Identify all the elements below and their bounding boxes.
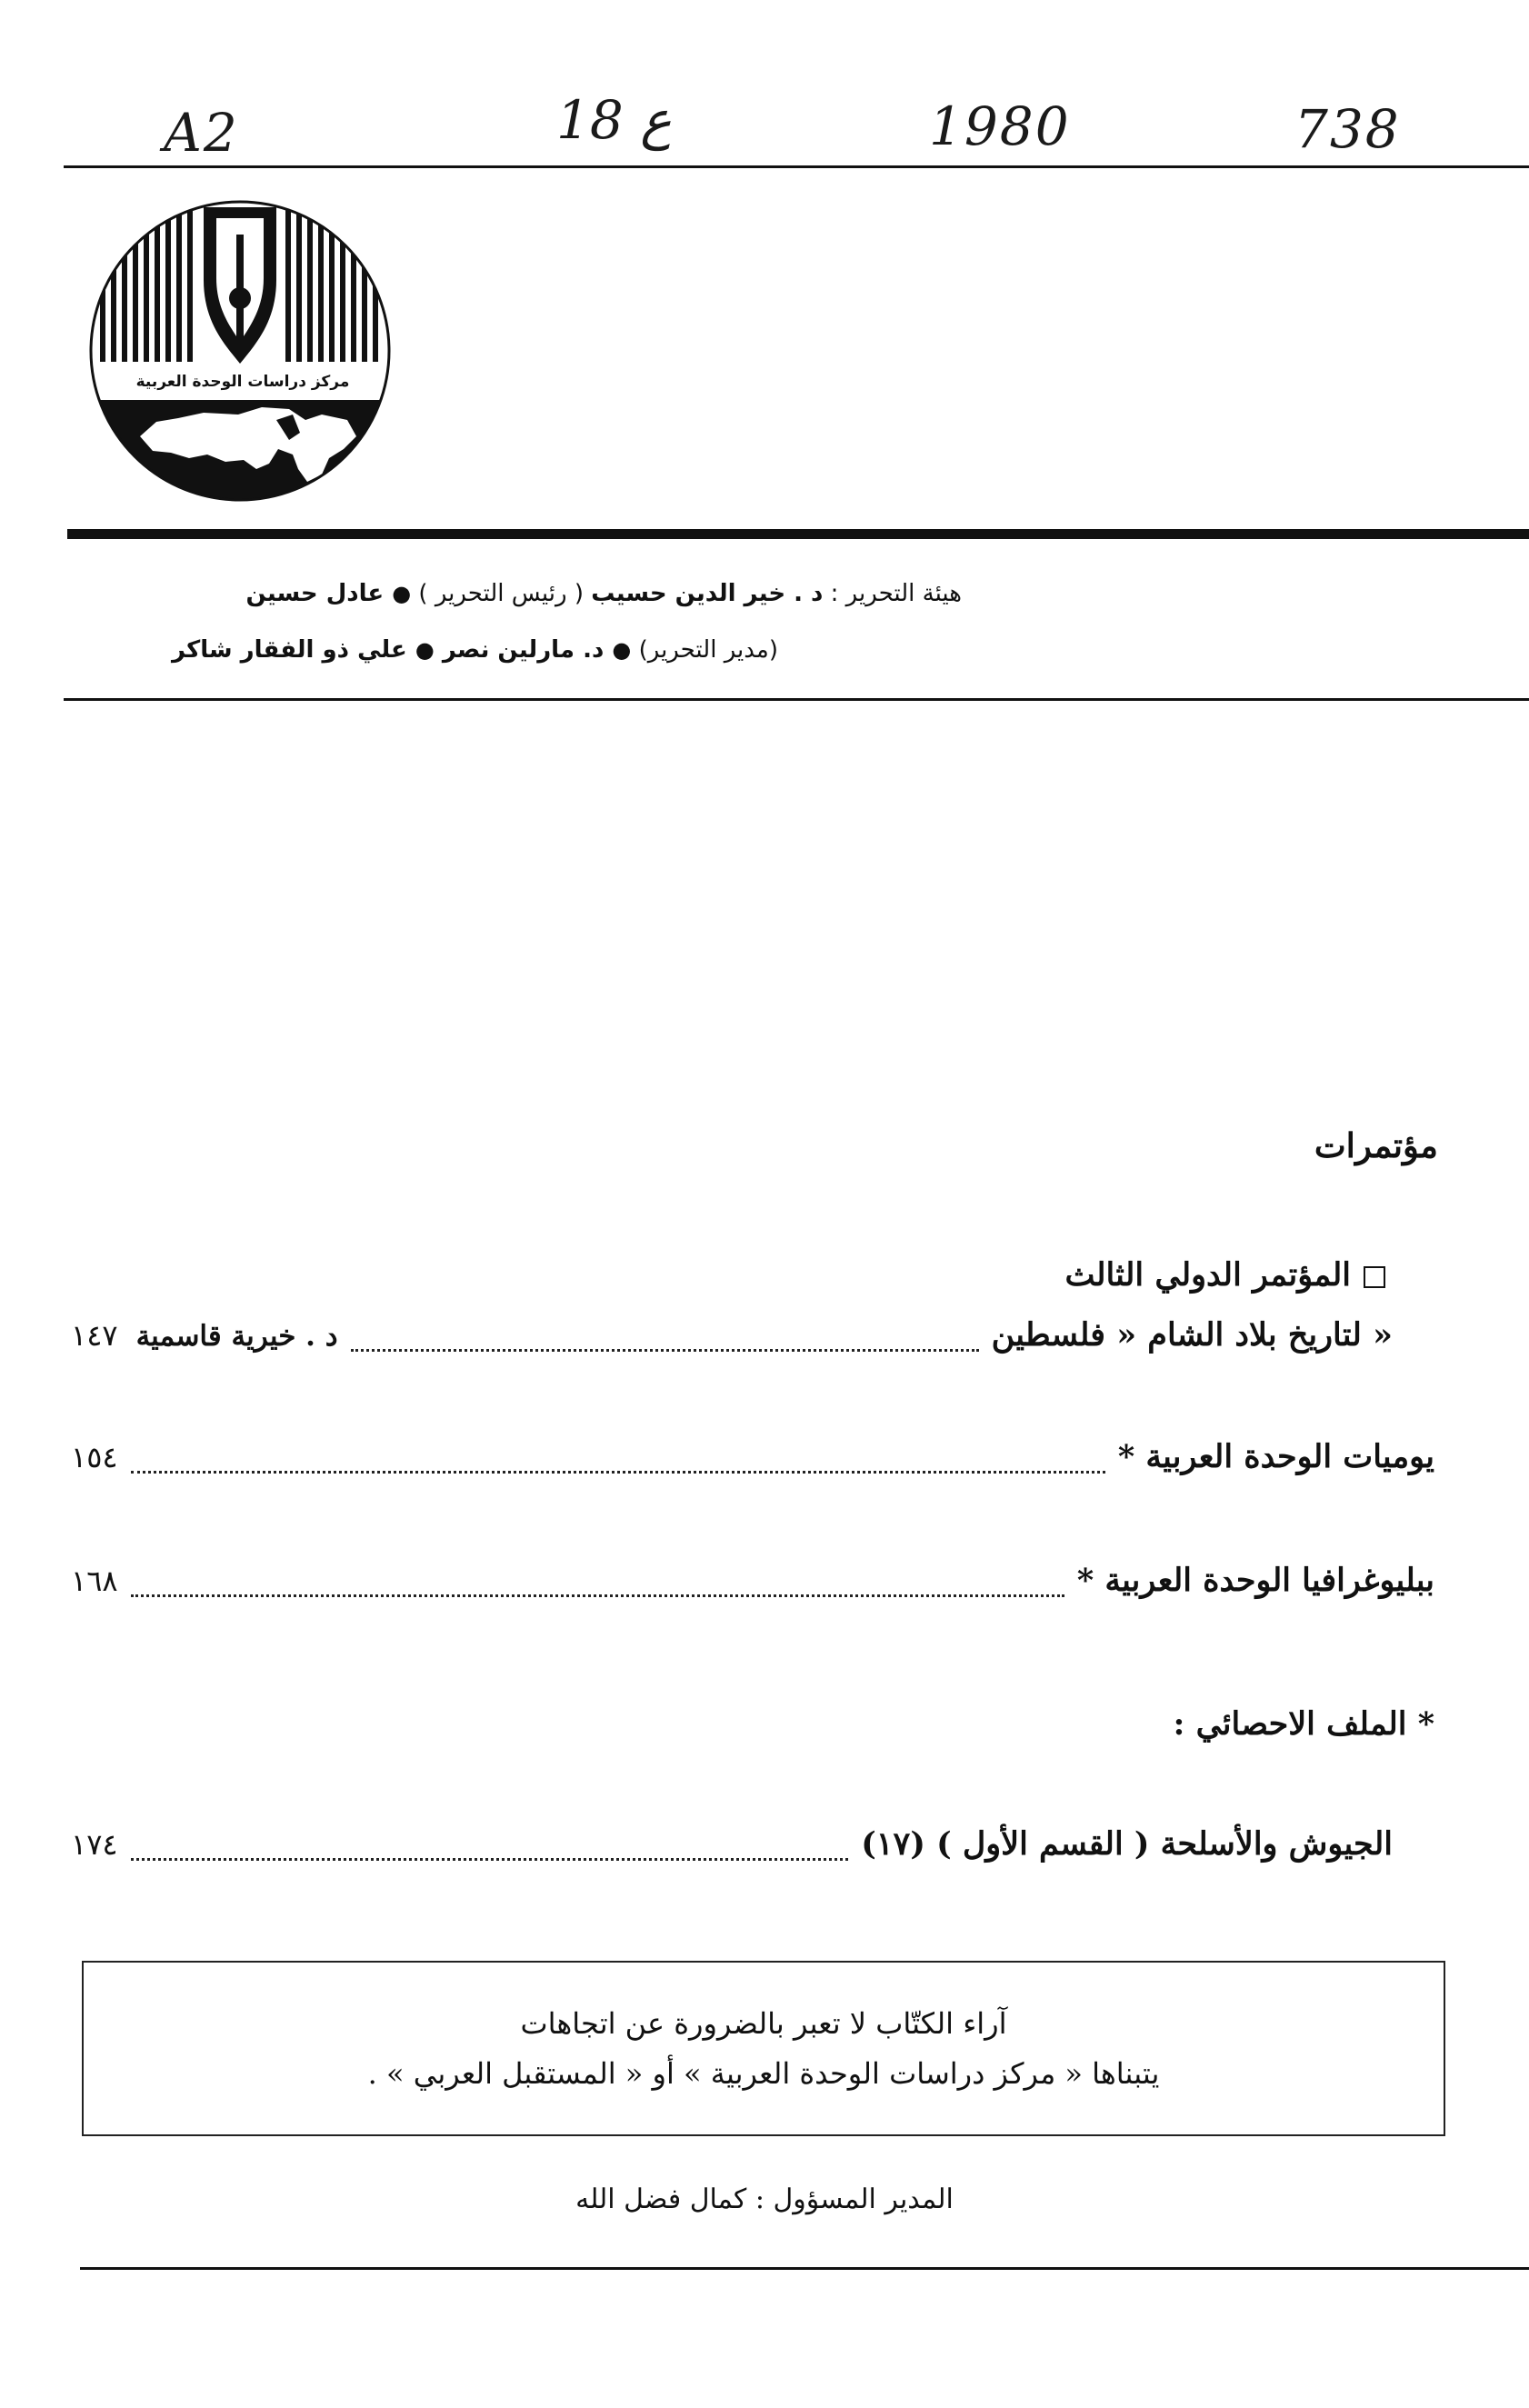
toc-title: (١٧) الجيوش والأسلحة ( القسم الأول ) [861,1825,1393,1863]
toc-entry-arab-unity-diary [71,1438,1434,1484]
toc-title: * يوميات الوحدة العربية [1117,1438,1434,1475]
responsible-director: المدير المسؤول : كمال فضل الله [575,2183,954,2215]
handwritten-catalog-number: 738 [1294,98,1401,160]
board-member: عادل حسين [245,580,393,607]
handwritten-issue-number: 18 ع [556,89,672,151]
board-member: د. مارلين نصر [434,636,613,664]
dot-leader [131,1594,1064,1597]
bullet: ● [415,637,435,663]
editorial-board-line2 [0,638,778,662]
toc-title: لتاريخ بلاد الشام « فلسطين » [991,1316,1393,1354]
toc-entry-armies-weapons [71,1825,1393,1871]
toc-entry-bibliography [71,1562,1434,1607]
editorial-board-line1 [53,582,962,605]
editor-in-chief-role: ( رئيس التحرير ) [411,580,592,607]
thick-rule [67,529,1529,539]
board-member: علي ذو الفقار شاكر [171,636,415,664]
logo-lettering: مركز دراسات الوحدة العربية [135,373,350,391]
board-rule [64,698,1529,701]
managing-editor-role: (مدير التحرير) [631,636,778,664]
disclaimer-line2: يتبناها « مركز دراسات الوحدة العربية » أو « المستقبل العربي » . [367,2055,1160,2091]
section-title: مؤتمرات [1314,1125,1438,1165]
toc-entry-statistical-file: * الملف الاحصائي : [1173,1705,1434,1743]
toc-entry-conference-line2 [71,1316,1393,1362]
toc-page-number: ١٤٧ [71,1318,118,1353]
bullet: ● [612,637,632,663]
top-rule [64,165,1529,168]
dot-leader [131,1470,1105,1474]
bottom-rule [80,2267,1529,2270]
logo [84,198,402,507]
editorial-board-label: هيئة التحرير : [830,580,962,607]
checkbox-square-icon [1364,1266,1385,1288]
toc-entry-conference-line1: المؤتمر الدولي الثالث [1064,1256,1385,1294]
editor-in-chief: د . خير الدين حسيب [591,580,824,607]
disclaimer-line1: آراء الكتّاب لا تعبر بالضرورة عن اتجاهات [520,2006,1007,2042]
toc-author: د . خيرية قاسمية [135,1320,338,1353]
pen-nib-over-arab-world-map-icon [84,198,402,507]
dot-leader [351,1348,979,1352]
toc-title: * ببليوغرافيا الوحدة العربية [1076,1562,1434,1599]
disclaimer-box [82,1961,1445,2136]
toc-page-number: ١٥٤ [71,1440,118,1474]
toc-page-number: ١٧٤ [71,1827,118,1862]
bullet: ● [392,581,412,606]
toc-page-number: ١٦٨ [71,1564,118,1598]
handwritten-code: A2 [164,102,239,164]
handwritten-year: 1980 [929,95,1071,157]
dot-leader [131,1857,849,1861]
